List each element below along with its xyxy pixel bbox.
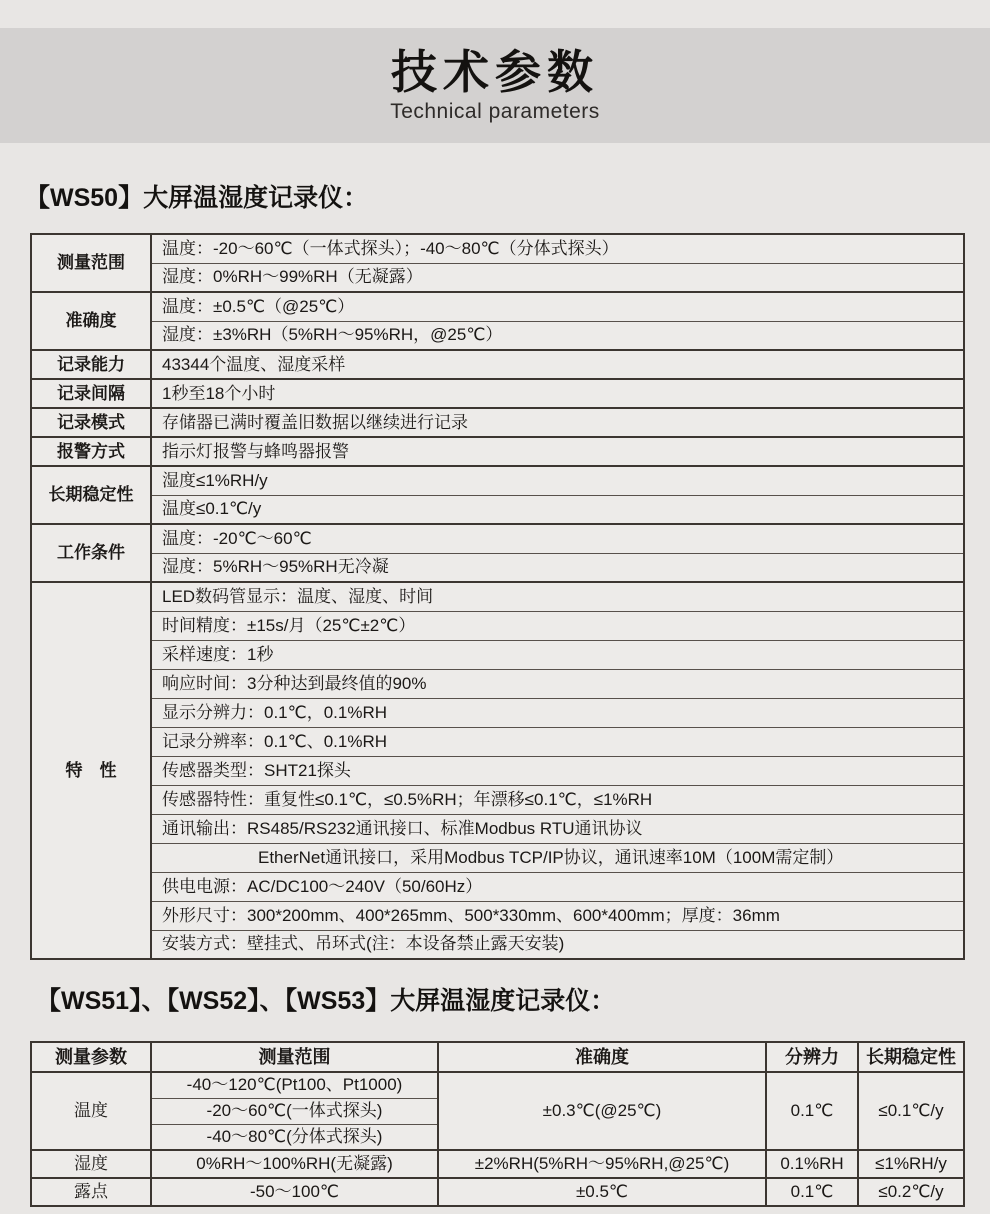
resolution-cell: 0.1℃	[766, 1072, 858, 1150]
table-row	[31, 292, 964, 321]
table-row	[31, 611, 964, 640]
stability-cell: ≤1%RH/y	[858, 1150, 964, 1178]
table-row	[31, 437, 964, 466]
spec-value: 记录分辨率：0.1℃、0.1%RH	[151, 727, 964, 756]
spec-value: 湿度≤1%RH/y	[151, 466, 964, 495]
spec-value: 温度：-20℃～60℃	[151, 524, 964, 553]
spec-value: 43344个温度、湿度采样	[151, 350, 964, 379]
table-row	[31, 698, 964, 727]
spec-label: 特 性	[31, 582, 151, 959]
stability-cell: ≤0.2℃/y	[858, 1178, 964, 1206]
stability-cell: ≤0.1℃/y	[858, 1072, 964, 1150]
table-row	[31, 727, 964, 756]
column-header: 测量范围	[151, 1042, 438, 1072]
spec-value: 湿度：5%RH～95%RH无冷凝	[151, 553, 964, 582]
table-row	[31, 350, 964, 379]
table-row	[31, 843, 964, 872]
spec-value: 1秒至18个小时	[151, 379, 964, 408]
param-cell: 露点	[31, 1178, 151, 1206]
spec-value: 时间精度：±15s/月（25℃±2℃）	[151, 611, 964, 640]
spec-value: LED数码管显示：温度、湿度、时间	[151, 582, 964, 611]
table-row	[31, 640, 964, 669]
table-header-row	[31, 1042, 964, 1072]
resolution-cell: 0.1℃	[766, 1178, 858, 1206]
page-subtitle: Technical parameters	[390, 99, 600, 123]
table-row	[31, 1150, 964, 1178]
spec-label: 工作条件	[31, 524, 151, 582]
column-header: 分辨力	[766, 1042, 858, 1072]
spec-value: 温度：-20～60℃（一体式探头）；-40～80℃（分体式探头）	[151, 234, 964, 263]
table-row	[31, 814, 964, 843]
spec-label: 记录间隔	[31, 379, 151, 408]
column-header: 长期稳定性	[858, 1042, 964, 1072]
spec-value: 响应时间：3分种达到最终值的90%	[151, 669, 964, 698]
resolution-cell: 0.1%RH	[766, 1150, 858, 1178]
spec-label: 报警方式	[31, 437, 151, 466]
spec-value: 湿度：0%RH～99%RH（无凝露）	[151, 263, 964, 292]
column-header: 准确度	[438, 1042, 766, 1072]
spec-label: 长期稳定性	[31, 466, 151, 524]
table-row	[31, 466, 964, 495]
spec-value: 采样速度：1秒	[151, 640, 964, 669]
accuracy-cell: ±0.3℃(@25℃)	[438, 1072, 766, 1150]
table-row	[31, 1178, 964, 1206]
spec-label: 记录模式	[31, 408, 151, 437]
spec-label: 准确度	[31, 292, 151, 350]
spec-value: 湿度：±3%RH（5%RH～95%RH，@25℃）	[151, 321, 964, 350]
spec-label: 测量范围	[31, 234, 151, 292]
accuracy-cell: ±2%RH(5%RH～95%RH,@25℃)	[438, 1150, 766, 1178]
section-ws51-heading: 【WS51】、【WS52】、【WS53】大屏温湿度记录仪：	[36, 987, 616, 1015]
table-row	[31, 321, 964, 350]
spec-value: EtherNet通讯接口，采用Modbus TCP/IP协议，通讯速率10M（100M需定制）	[151, 843, 964, 872]
param-cell: 温度	[31, 1072, 151, 1150]
table-row	[31, 582, 964, 611]
spec-value: 显示分辨力：0.1℃，0.1%RH	[151, 698, 964, 727]
range-cell: -50～100℃	[151, 1178, 438, 1206]
table-row	[31, 408, 964, 437]
spec-value: 温度≤0.1℃/y	[151, 495, 964, 524]
table-row	[31, 669, 964, 698]
range-cell: 0%RH～100%RH(无凝露)	[151, 1150, 438, 1178]
spec-value: 指示灯报警与蜂鸣器报警	[151, 437, 964, 466]
range-cell: -20～60℃(一体式探头)	[151, 1098, 438, 1124]
table-row	[31, 553, 964, 582]
range-cell: -40～120℃(Pt100、Pt1000)	[151, 1072, 438, 1098]
table-row	[31, 930, 964, 959]
spec-value: 存储器已满时覆盖旧数据以继续进行记录	[151, 408, 964, 437]
ws50-spec-table	[30, 233, 965, 960]
spec-value: 传感器类型：SHT21探头	[151, 756, 964, 785]
table-row	[31, 234, 964, 263]
range-cell: -40～80℃(分体式探头)	[151, 1124, 438, 1150]
column-header: 测量参数	[31, 1042, 151, 1072]
table-row	[31, 263, 964, 292]
spec-value: 外形尺寸：300*200mm、400*265mm、500*330mm、600*400mm；厚度：36mm	[151, 901, 964, 930]
table-row	[31, 756, 964, 785]
spec-label: 记录能力	[31, 350, 151, 379]
param-cell: 湿度	[31, 1150, 151, 1178]
table-row	[31, 785, 964, 814]
page-title: 技术参数	[391, 46, 599, 99]
accuracy-cell: ±0.5℃	[438, 1178, 766, 1206]
table-row	[31, 495, 964, 524]
spec-value: 传感器特性：重复性≤0.1℃，≤0.5%RH；年漂移≤0.1℃，≤1%RH	[151, 785, 964, 814]
table-row	[31, 379, 964, 408]
spec-value: 温度：±0.5℃（@25℃）	[151, 292, 964, 321]
spec-value: 通讯输出：RS485/RS232通讯接口、标准Modbus RTU通讯协议	[151, 814, 964, 843]
table-row	[31, 524, 964, 553]
title-band	[0, 28, 990, 143]
spec-value: 安装方式：壁挂式、吊环式(注：本设备禁止露天安装)	[151, 930, 964, 959]
table-row	[31, 901, 964, 930]
ws51-params-table	[30, 1041, 965, 1207]
spec-value: 供电电源：AC/DC100～240V（50/60Hz）	[151, 872, 964, 901]
table-row	[31, 1072, 964, 1098]
section-ws50-heading: 【WS50】大屏温湿度记录仪：	[25, 184, 369, 212]
table-row	[31, 872, 964, 901]
